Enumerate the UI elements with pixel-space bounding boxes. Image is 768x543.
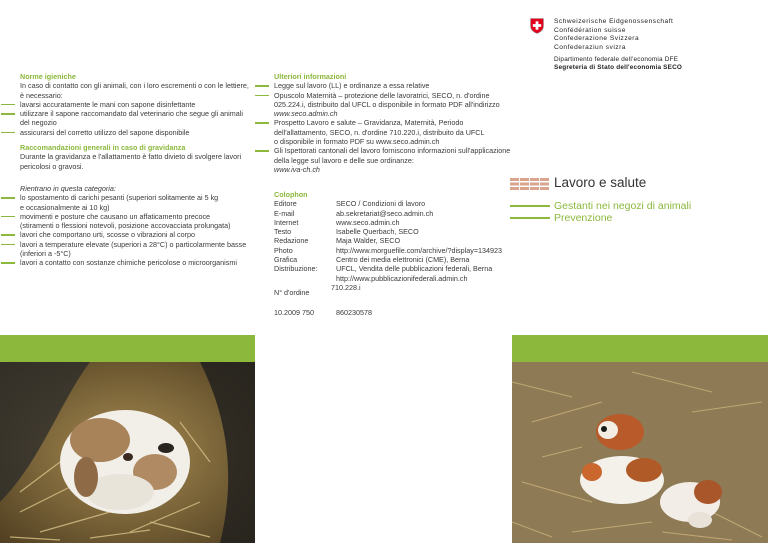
left-column	[20, 72, 252, 268]
info-link[interactable]: www.iva-ch.ch	[274, 164, 320, 174]
item-line: e occasionalmente ai 10 kg)	[20, 202, 110, 212]
item-line: dell'allattamento, SECO, n. d'ordine 710.220.i, distribuito da UFCL	[274, 127, 485, 137]
bullet-mark	[1, 113, 15, 115]
logo-line: Schweizerische Eidgenossenschaft	[554, 18, 674, 25]
colophon-key: Grafica	[274, 255, 298, 265]
item-line: lavori che comportano urti, scosse o vibrazioni al corpo	[20, 230, 195, 240]
item-line: (stiramenti o flessioni notevoli, posizione accovacciata prolungata)	[20, 221, 231, 231]
item-line: lavori a temperature elevate (superiori a 28°C) o particolarmente basse	[20, 239, 247, 249]
photo-top-bar	[0, 335, 255, 362]
item-line: o disponibile in formato PDF su www.seco.admin.ch	[274, 137, 440, 147]
colophon-value: Maja Walder, SECO	[336, 236, 401, 246]
bullet-mark	[1, 234, 15, 236]
item-line: Opuscolo Maternità – protezione delle lavoratrici, SECO, n. d'ordine	[274, 90, 490, 100]
colophon-photo-link[interactable]: http://www.morguefile.com/archive/?display=134923	[336, 245, 502, 255]
colophon-key: Testo	[274, 227, 292, 237]
bullet-mark	[1, 244, 15, 246]
item-line: movimenti e posture che causano un affaticamento precoce	[20, 211, 211, 221]
category-item	[20, 230, 252, 239]
item-line: del negozio	[20, 118, 57, 128]
colophon-order-label: N° d'ordine	[274, 287, 310, 297]
item-line: Legge sul lavoro (LL) e ordinanze a essa relative	[274, 81, 430, 91]
middle-column	[274, 72, 514, 174]
item-line: lo spostamento di carichi pesanti (superiori solitamente ai 5 kg	[20, 193, 219, 203]
colophon-value: Centro dei media elettronici (CME), Berna	[336, 255, 470, 265]
item-line: lavarsi accuratamente le mani con sapone disinfettante	[20, 99, 196, 109]
colophon-publications-link[interactable]: http://www.pubblicazionifederali.admin.ch	[336, 273, 468, 283]
swiss-coat-of-arms-icon	[530, 18, 544, 34]
logo-line: Confédération suisse	[554, 26, 626, 34]
bullet-mark	[255, 85, 269, 87]
logo-line: Confederaziun svizra	[554, 43, 626, 51]
category-item	[20, 240, 252, 259]
category-item	[20, 193, 252, 212]
info-item	[274, 91, 514, 119]
colophon-key: Editore	[274, 199, 297, 209]
item-line: della legge sul lavoro e delle sue ordinanze:	[274, 155, 414, 165]
colophon	[274, 190, 514, 318]
pregnancy-heading: Raccomandazioni generali in caso di gravidanza	[20, 143, 186, 153]
colophon-key: Redazione	[274, 236, 309, 246]
photo-top-bar	[512, 335, 768, 362]
hygiene-item	[20, 100, 252, 109]
bullet-mark	[1, 216, 15, 218]
item-line: utilizzare il sapone raccomandato dal veterinario che segue gli animali	[20, 109, 243, 119]
category-item	[20, 258, 252, 267]
colophon-value: SECO / Condizioni di lavoro	[336, 199, 426, 209]
info-heading: Ulteriori informazioni	[274, 72, 347, 81]
bullet-mark	[1, 104, 15, 106]
print-code: 860230578	[336, 308, 372, 318]
hygiene-item	[20, 128, 252, 137]
info-item	[274, 81, 514, 90]
bullet-mark	[255, 150, 269, 152]
info-item	[274, 118, 514, 146]
department-name	[554, 56, 682, 72]
category-heading: Rientrano in questa categoria:	[20, 183, 116, 193]
department-line: Dipartimento federale dell'economia DFE	[554, 56, 679, 63]
bullet-mark	[1, 132, 15, 134]
item-line: (inferiori a -5°C)	[20, 249, 71, 259]
subtitle-bar	[510, 217, 550, 219]
colophon-key: Distribuzione:	[274, 264, 318, 274]
item-line: lavori a contatto con sostanze chimiche pericolose o microorganismi	[20, 258, 237, 268]
hygiene-intro-line: è necessario:	[20, 90, 63, 100]
colophon-internet-link[interactable]: www.seco.admin.ch	[336, 217, 400, 227]
colophon-key: E-mail	[274, 208, 295, 218]
pregnancy-line: Durante la gravidanza e l'allattamento è fatto divieto di svolgere lavori	[20, 152, 242, 162]
category-item	[20, 212, 252, 231]
bullet-mark	[1, 197, 15, 199]
logo-line: Confederazione Svizzera	[554, 35, 640, 43]
hygiene-intro-line: In caso di contatto con gli animali, con i loro escrementi o con le lettiere,	[20, 81, 249, 91]
hygiene-item	[20, 109, 252, 128]
item-line: Gli Ispettorati cantonali del lavoro forniscono informazioni sull'applicazione	[274, 146, 511, 156]
colophon-value: Isabelle Querbach, SECO	[336, 227, 419, 237]
colophon-key: Internet	[274, 217, 299, 227]
colophon-value: 710.228.i	[331, 282, 361, 292]
info-item	[274, 146, 514, 174]
page-title: Lavoro e salute	[554, 175, 647, 190]
seco-line: Segreteria di Stato dell'economia SECO	[554, 64, 683, 72]
guinea-pigs-photo	[512, 362, 768, 543]
bullet-mark	[255, 122, 269, 124]
bullet-mark	[255, 95, 269, 97]
item-line: 025.224.i, distribuito dal UFCL o disponibile in formato PDF all'indirizzo	[274, 99, 500, 109]
subtitle-bar	[510, 205, 550, 207]
colophon-email-link[interactable]: ab.sekretariat@seco.admin.ch	[336, 208, 434, 218]
title-grid-icon	[510, 178, 550, 192]
item-line: assicurarsi del corretto utilizzo del sapone disponibile	[20, 127, 190, 137]
bullet-mark	[1, 262, 15, 264]
colophon-value: UFCL, Vendita delle pubblicazioni federali, Berna	[336, 264, 493, 274]
print-date: 10.2009 750	[274, 308, 314, 318]
subtitle: Gestanti nei negozi di animali	[554, 200, 692, 212]
colophon-heading: Colophon	[274, 190, 308, 199]
info-link[interactable]: www.seco.admin.ch	[274, 109, 338, 119]
rabbit-photo	[0, 362, 255, 543]
confederation-names	[554, 18, 673, 52]
colophon-key: Photo	[274, 245, 293, 255]
item-line: Prospetto Lavoro e salute – Gravidanza, Maternità, Periodo	[274, 118, 464, 128]
pregnancy-line: pericolosi o gravosi.	[20, 161, 84, 171]
hygiene-heading: Norme igieniche	[20, 72, 76, 81]
subtitle: Prevenzione	[554, 212, 613, 224]
